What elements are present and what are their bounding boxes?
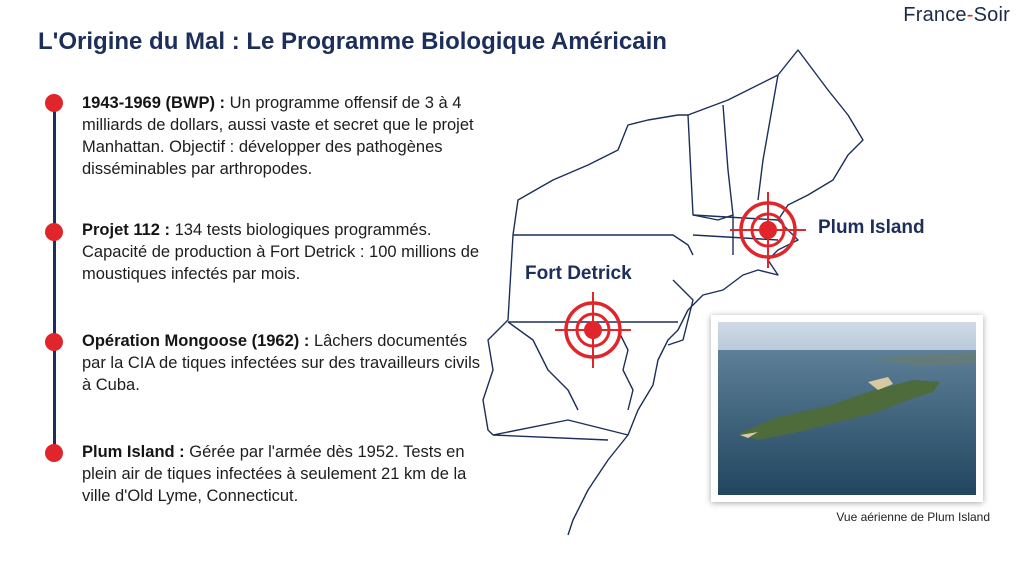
bay-detail [618, 330, 633, 410]
west-boundary-path [513, 115, 688, 235]
state-line-va [493, 420, 628, 435]
state-line-ny-pa [513, 235, 693, 255]
brand-logo [903, 4, 1010, 27]
timeline-item-4-heading: Plum Island : [82, 443, 185, 461]
photo-caption: Vue aérienne de Plum Island [836, 510, 990, 524]
timeline-item-4 [82, 441, 492, 507]
west-boundary-south-path [483, 235, 513, 435]
timeline-item-1-text: Un programme offensif de 3 à 4 milliards de dollars, aussi vaste et secret que le projet Manhattan. Objectif : développer des pathogènes disséminables par arthropodes. [82, 94, 474, 178]
timeline-item-3 [82, 330, 492, 396]
fort-detrick-target [555, 292, 631, 368]
state-line-nj [668, 280, 693, 345]
timeline-item-3-heading: Opération Mongoose (1962) : [82, 332, 310, 350]
timeline-item-2-heading: Projet 112 : [82, 221, 171, 239]
fort-detrick-label: Fort Detrick [525, 263, 632, 284]
timeline-item-1-heading: 1943-1969 (BWP) : [82, 94, 226, 112]
timeline-dot-4 [45, 444, 63, 462]
state-line-nc [493, 435, 608, 440]
aerial-photo-image [718, 322, 976, 495]
timeline-dot-2 [45, 223, 63, 241]
state-line-new-england [688, 115, 733, 255]
state-line-vt-nh [723, 105, 733, 215]
timeline-dot-1 [45, 94, 63, 112]
state-line-nh-me [758, 75, 778, 200]
timeline-item-2-text: 134 tests biologiques programmés. Capacité de production à Fort Detrick : 100 millions de moustiques infectés par mois. [82, 221, 480, 283]
timeline-item-3-text: Lâchers documentés par la CIA de tiques infectées sur des travailleurs civils à Cuba. [82, 332, 481, 394]
brand-dash: - [966, 4, 974, 26]
timeline-item-1 [82, 92, 492, 180]
timeline-line [53, 103, 56, 455]
brand-name-part2: Soir [973, 4, 1010, 26]
timeline-item-2 [82, 219, 492, 285]
page-title: L'Origine du Mal : Le Programme Biologique Américain [38, 28, 667, 55]
aerial-photo [711, 315, 983, 502]
timeline-dot-3 [45, 333, 63, 351]
plum-island-label: Plum Island [818, 217, 925, 238]
brand-name-part1: France [903, 4, 967, 26]
plum-island-target [730, 192, 806, 268]
timeline-item-4-text: Gérée par l'armée dès 1952. Tests en plein air de tiques infectées à seulement 21 km de la ville d'Old Lyme, Connecticut. [82, 443, 467, 505]
